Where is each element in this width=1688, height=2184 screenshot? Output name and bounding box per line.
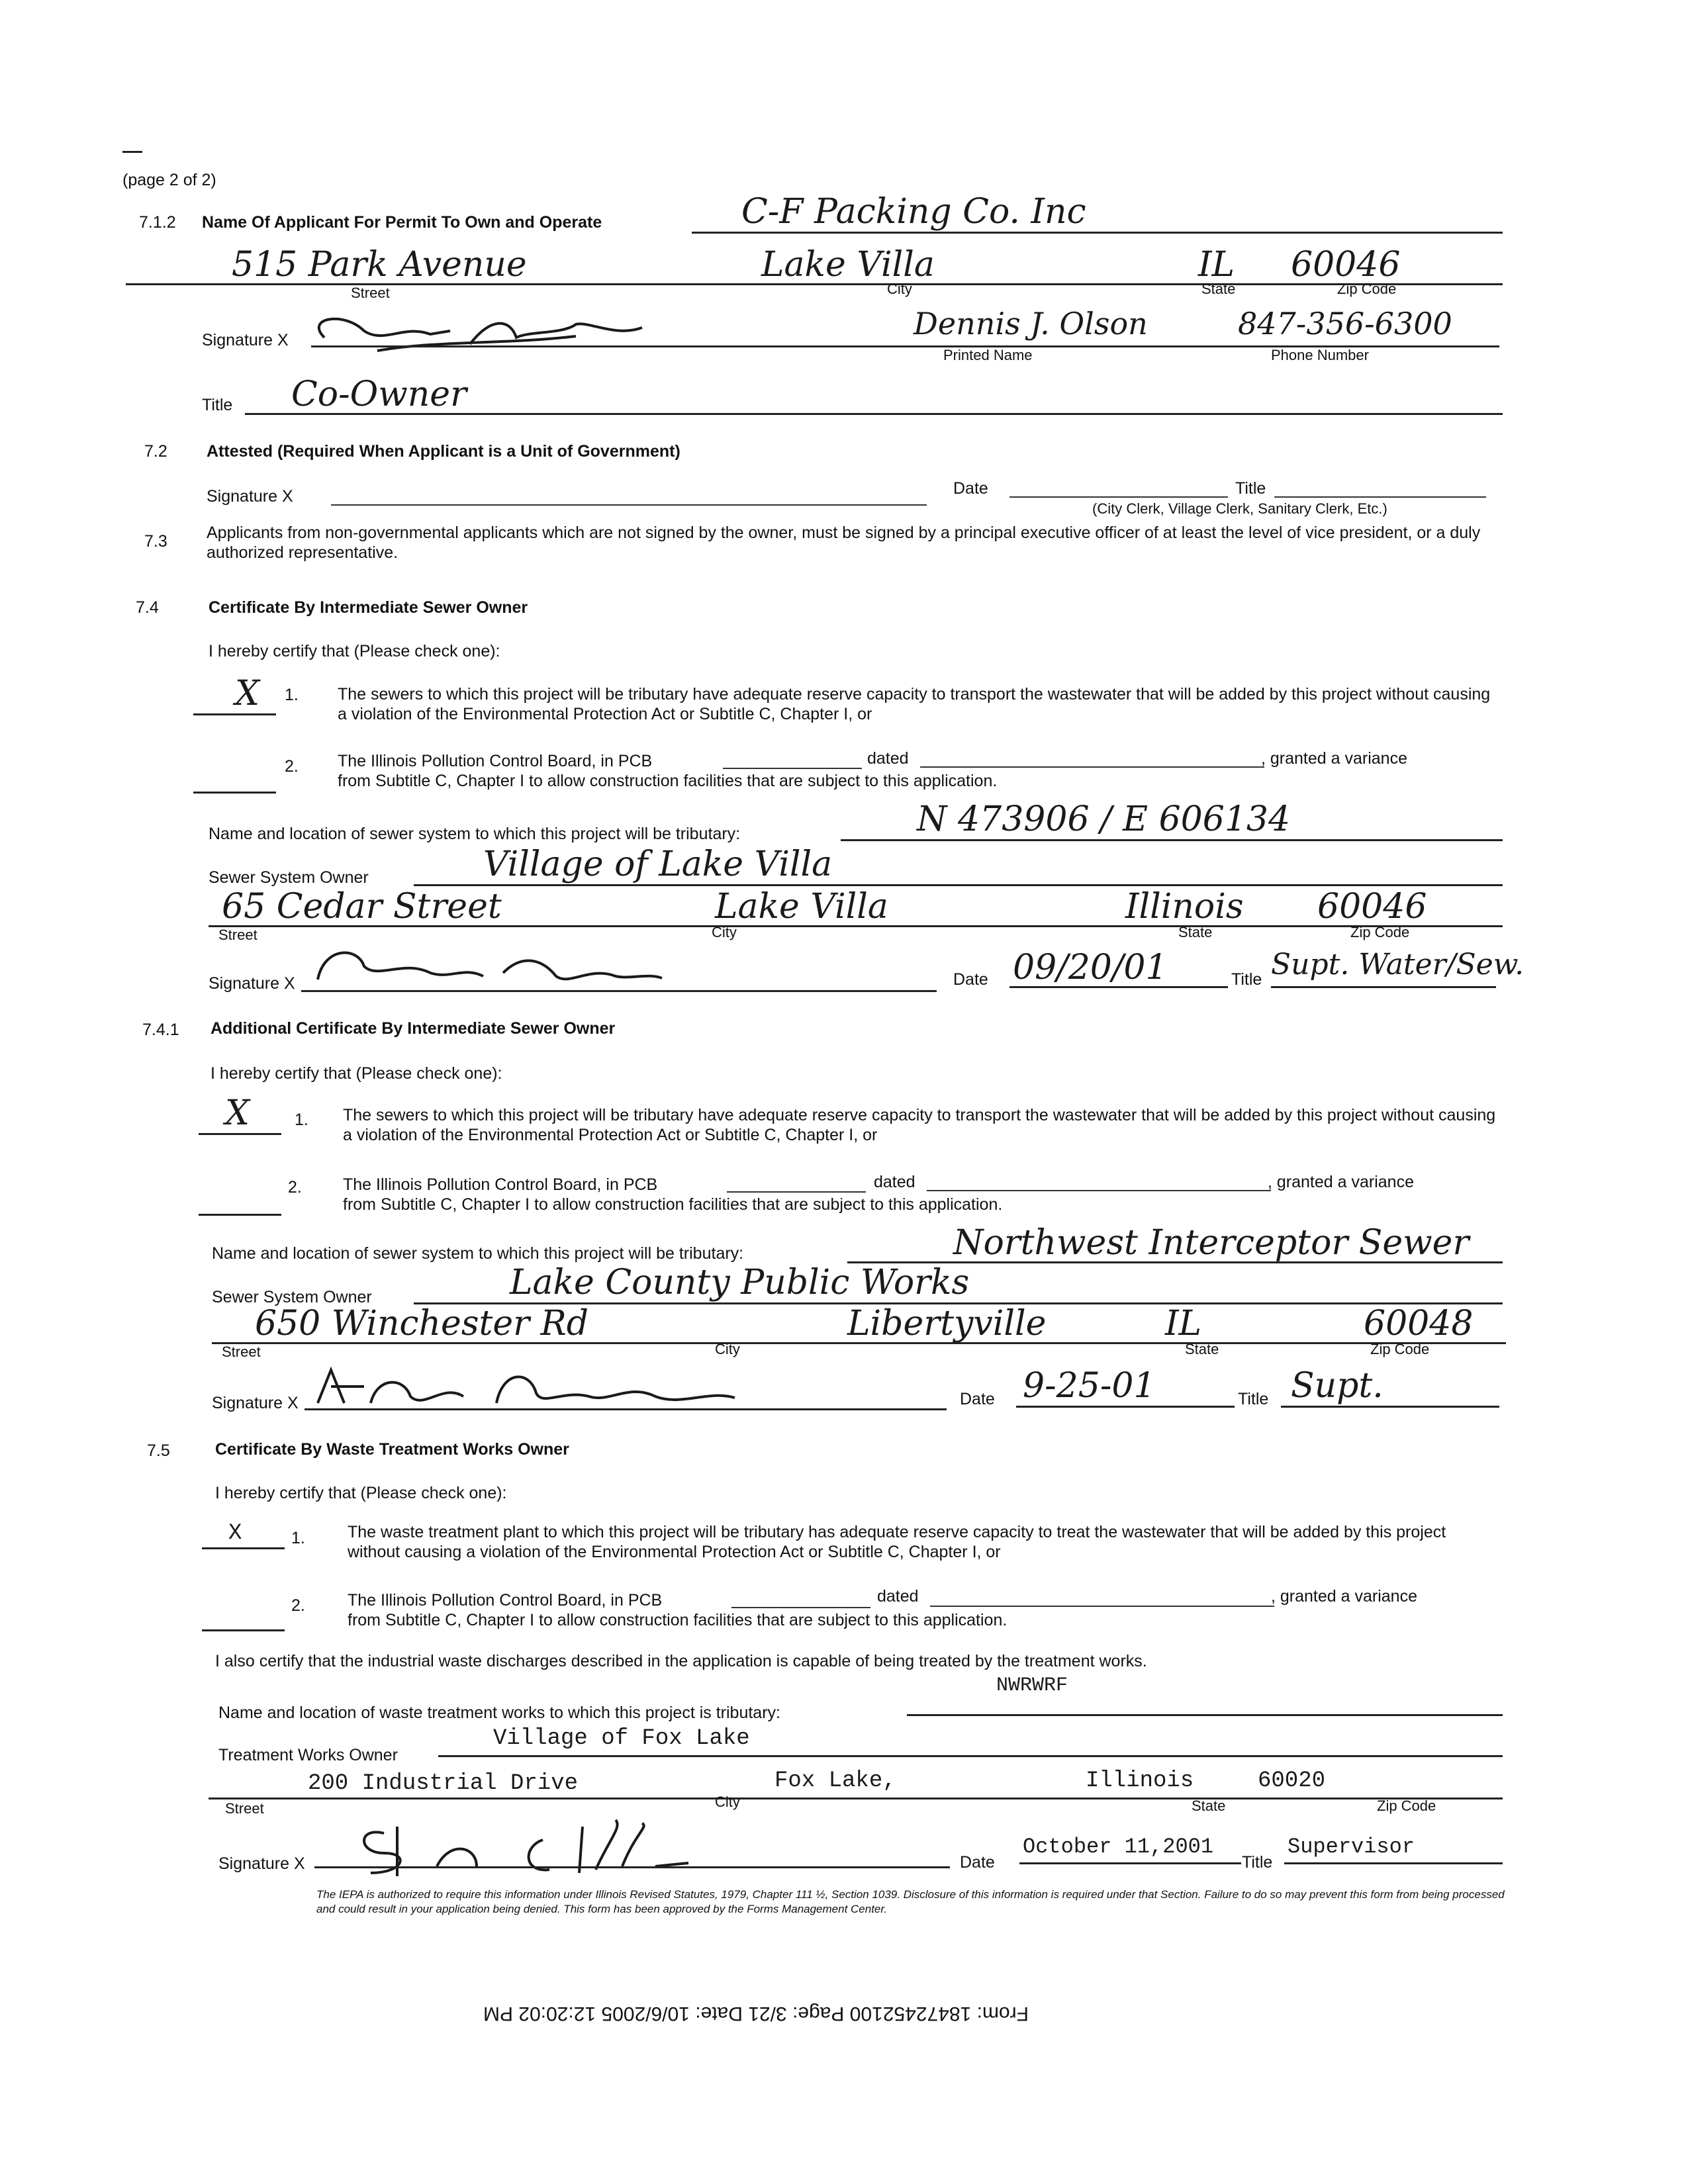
sewer-street-value-74: 65 Cedar Street bbox=[222, 887, 502, 927]
applicant-signature-label: Signature X bbox=[202, 331, 289, 349]
check-line-741-1 bbox=[199, 1133, 281, 1135]
check-line-74-2[interactable] bbox=[193, 792, 276, 794]
printed-name-value: Dennis J. Olson bbox=[914, 306, 1148, 341]
applicant-name-value: C-F Packing Co. Inc bbox=[741, 192, 1086, 232]
date-label-741: Date bbox=[960, 1390, 995, 1408]
treatment-location-line bbox=[907, 1714, 1503, 1716]
title-label-74: Title bbox=[1231, 970, 1262, 989]
treatment-location-label: Name and location of waste treatment works to which this project is tributary: bbox=[218, 1704, 780, 1722]
section-number-74: 7.4 bbox=[136, 598, 159, 617]
opt-text-75-1: The waste treatment plant to which this project will be tributary has adequate reserve capacity to treat the wastewater that will be added by this project without causing a violation of the Environmental Protection Act or Subtitle C, Chapter I, or bbox=[348, 1523, 1446, 1561]
opt2a-75: The Illinois Pollution Control Board, in PCB bbox=[348, 1591, 663, 1610]
sewer-city-value-741: Libertyville bbox=[847, 1304, 1047, 1343]
opt2-variance-74: , granted a variance bbox=[1261, 749, 1407, 768]
title-line-75 bbox=[1284, 1862, 1503, 1864]
zip-label-741: Zip Code bbox=[1370, 1341, 1430, 1357]
sewer-zip-value-74: 60046 bbox=[1317, 887, 1427, 927]
sewer-zip-value-741: 60048 bbox=[1364, 1304, 1474, 1343]
treatment-city-value: Fox Lake, bbox=[774, 1768, 896, 1794]
sewer-owner-label-741: Sewer System Owner bbox=[212, 1288, 372, 1306]
state-label: State bbox=[1201, 281, 1236, 297]
certify-75: I hereby certify that (Please check one): bbox=[215, 1484, 507, 1502]
fax-header: From: 18472452100 Page: 3/21 Date: 10/6/2005 12:20:02 PM bbox=[483, 2003, 1029, 2025]
attested-label: Attested (Required When Applicant is a Unit of Government) bbox=[207, 442, 680, 461]
date-label-75: Date bbox=[960, 1853, 995, 1872]
attested-signature-line bbox=[331, 504, 927, 506]
applicant-signature bbox=[298, 304, 827, 357]
attested-title-label: Title bbox=[1235, 479, 1266, 498]
treatment-zip-value: 60020 bbox=[1258, 1768, 1326, 1794]
applicant-zip-value: 60046 bbox=[1291, 245, 1401, 285]
signature-741 bbox=[311, 1357, 774, 1416]
opt-num-74-1: 1. bbox=[285, 686, 299, 704]
sewer-owner-value-74: Village of Lake Villa bbox=[483, 844, 833, 884]
city-label-74: City bbox=[712, 924, 737, 940]
dated-line-74 bbox=[920, 766, 1264, 768]
signature-line-74 bbox=[301, 990, 937, 992]
zip-label-74: Zip Code bbox=[1350, 924, 1410, 940]
sewer-address-line-741 bbox=[212, 1342, 1506, 1344]
city-label: City bbox=[887, 281, 912, 297]
section-number-72: 7.2 bbox=[144, 442, 167, 461]
check-line-75-2[interactable] bbox=[202, 1629, 285, 1631]
sewer-address-line-74 bbox=[209, 925, 1503, 927]
certificate-intermediate-label: Certificate By Intermediate Sewer Owner bbox=[209, 598, 528, 617]
check-line-74-1 bbox=[193, 713, 276, 715]
additional-certificate-label: Additional Certificate By Intermediate Sewer Owner bbox=[211, 1019, 616, 1038]
dated-line-741 bbox=[927, 1190, 1271, 1191]
section-number-712: 7.1.2 bbox=[139, 213, 176, 232]
signature-line-75 bbox=[314, 1866, 950, 1868]
non-governmental-note: Applicants from non-governmental applicants which are not signed by the owner, must be signed by a principal executive officer of at least the level of vice president, or a duly authorized representative. bbox=[207, 523, 1481, 562]
section-number-741: 7.4.1 bbox=[142, 1021, 179, 1039]
date-value-75: October 11,2001 bbox=[1023, 1835, 1214, 1859]
date-value-74: 09/20/01 bbox=[1013, 948, 1168, 987]
signature-label-74: Signature X bbox=[209, 974, 295, 993]
check-75-1[interactable]: X bbox=[228, 1521, 242, 1546]
opt2b-75: from Subtitle C, Chapter I to allow construction facilities that are subject to this application. bbox=[348, 1611, 1008, 1629]
treatment-street-value: 200 Industrial Drive bbox=[308, 1771, 579, 1796]
sewer-location-line-74 bbox=[841, 839, 1503, 841]
title-value-75: Supervisor bbox=[1288, 1835, 1415, 1859]
opt-text-741-1: The sewers to which this project will be tributary have adequate reserve capacity to transport the wastewater that will be added by this project without causing a violation of the Environmental Protection Act or Subtitle C, Chapter I, or bbox=[343, 1106, 1496, 1144]
sewer-state-value-74: Illinois bbox=[1125, 887, 1244, 927]
street-label-74: Street bbox=[218, 927, 258, 943]
title-value-74: Supt. Water/Sew. bbox=[1271, 948, 1524, 981]
opt-num-741-2: 2. bbox=[288, 1178, 302, 1197]
applicant-name-line bbox=[692, 232, 1503, 234]
date-value-741: 9-25-01 bbox=[1023, 1366, 1156, 1406]
dated-line-75 bbox=[930, 1606, 1274, 1607]
zip-label: Zip Code bbox=[1337, 281, 1397, 297]
city-label-75: City bbox=[715, 1794, 740, 1810]
pcb-line-74 bbox=[723, 768, 862, 769]
industrial-waste-certify: I also certify that the industrial waste discharges described in the application is capable of being treated by the treatment works. bbox=[215, 1652, 1147, 1670]
attested-date-line bbox=[1009, 496, 1228, 498]
page-marker: (page 2 of 2) bbox=[122, 171, 216, 189]
applicant-title-line bbox=[245, 413, 1503, 415]
date-line-741 bbox=[1016, 1406, 1235, 1408]
attested-title-note: (City Clerk, Village Clerk, Sanitary Clerk, Etc.) bbox=[1092, 500, 1387, 517]
sewer-location-value-741: Northwest Interceptor Sewer bbox=[953, 1223, 1470, 1263]
opt-num-74-2: 2. bbox=[285, 757, 299, 776]
zip-label-75: Zip Code bbox=[1377, 1797, 1436, 1814]
applicant-street-value: 515 Park Avenue bbox=[232, 245, 527, 285]
title-label-75: Title bbox=[1242, 1853, 1273, 1872]
opt2-variance-75: , granted a variance bbox=[1271, 1587, 1417, 1606]
printed-name-label: Printed Name bbox=[943, 347, 1033, 363]
check-line-75-1 bbox=[202, 1547, 285, 1549]
opt-num-741-1: 1. bbox=[295, 1111, 308, 1129]
title-label-741: Title bbox=[1238, 1390, 1269, 1408]
treatment-state-value: Illinois bbox=[1086, 1768, 1194, 1794]
opt2-variance-741: , granted a variance bbox=[1268, 1173, 1414, 1191]
opt2a-741: The Illinois Pollution Control Board, in PCB bbox=[343, 1175, 658, 1194]
title-line-74 bbox=[1271, 986, 1496, 988]
treatment-owner-value: Village of Fox Lake bbox=[493, 1726, 750, 1751]
check-741-1[interactable]: X bbox=[225, 1093, 250, 1133]
street-label: Street bbox=[351, 285, 390, 301]
check-74-1[interactable]: X bbox=[235, 674, 260, 713]
pcb-line-741 bbox=[727, 1191, 866, 1193]
street-label-741: Street bbox=[222, 1343, 261, 1360]
state-label-74: State bbox=[1178, 924, 1213, 940]
pcb-line-75 bbox=[731, 1607, 870, 1608]
sewer-location-value-74: N 473906 / E 606134 bbox=[917, 799, 1291, 839]
applicant-title-label: Title bbox=[202, 396, 233, 414]
treatment-location-value: NWRWRF bbox=[996, 1674, 1068, 1697]
signature-label-741: Signature X bbox=[212, 1394, 299, 1412]
certify-741: I hereby certify that (Please check one): bbox=[211, 1064, 502, 1083]
sewer-state-value-741: IL bbox=[1165, 1304, 1202, 1343]
opt-num-75-1: 1. bbox=[291, 1529, 305, 1547]
signature-label-75: Signature X bbox=[218, 1854, 305, 1873]
attested-title-line bbox=[1274, 496, 1486, 498]
attested-signature-label: Signature X bbox=[207, 487, 293, 506]
treatment-owner-label: Treatment Works Owner bbox=[218, 1746, 398, 1764]
attested-date-label: Date bbox=[953, 479, 988, 498]
applicant-state-value: IL bbox=[1198, 245, 1235, 285]
date-label-74: Date bbox=[953, 970, 988, 989]
waste-treatment-certificate-label: Certificate By Waste Treatment Works Owner bbox=[215, 1440, 569, 1459]
applicant-city-value: Lake Villa bbox=[761, 245, 935, 285]
signature-line-741 bbox=[305, 1408, 947, 1410]
phone-number-label: Phone Number bbox=[1271, 347, 1369, 363]
opt2b-741: from Subtitle C, Chapter I to allow construction facilities that are subject to this application. bbox=[343, 1195, 1003, 1214]
iepa-footnote: The IEPA is authorized to require this information under Illinois Revised Statutes, 1979, Chapter 111 ½, Section 1039. Disclosure of this information is required under that Section. Failure to do so may prevent this form from being processed and could result in your application being denied. This form has been approved by the Forms Management Center. bbox=[316, 1888, 1505, 1915]
sewer-owner-label-74: Sewer System Owner bbox=[209, 868, 369, 887]
sewer-owner-value-741: Lake County Public Works bbox=[510, 1263, 970, 1302]
opt2b-74: from Subtitle C, Chapter I to allow construction facilities that are subject to this application. bbox=[338, 772, 998, 790]
section-number-75: 7.5 bbox=[147, 1441, 170, 1460]
corner-mark bbox=[122, 151, 142, 153]
sewer-owner-line-74 bbox=[414, 884, 1503, 886]
date-line-74 bbox=[1009, 986, 1228, 988]
treatment-address-line bbox=[209, 1797, 1503, 1799]
applicant-title-value: Co-Owner bbox=[291, 375, 467, 414]
sewer-city-value-74: Lake Villa bbox=[715, 887, 888, 927]
opt2-dated-75: dated bbox=[877, 1587, 919, 1606]
city-label-741: City bbox=[715, 1341, 740, 1357]
opt2a-74: The Illinois Pollution Control Board, in PCB bbox=[338, 752, 653, 770]
signature-75 bbox=[344, 1813, 715, 1880]
street-label-75: Street bbox=[225, 1800, 264, 1817]
treatment-owner-line bbox=[438, 1755, 1503, 1757]
opt-num-75-2: 2. bbox=[291, 1596, 305, 1615]
check-line-741-2[interactable] bbox=[199, 1214, 281, 1216]
opt2-dated-741: dated bbox=[874, 1173, 915, 1191]
title-value-741: Supt. bbox=[1291, 1366, 1383, 1406]
state-label-741: State bbox=[1185, 1341, 1219, 1357]
section-number-73: 7.3 bbox=[144, 532, 167, 551]
opt2-dated-74: dated bbox=[867, 749, 909, 768]
sewer-location-label-741: Name and location of sewer system to which this project will be tributary: bbox=[212, 1244, 744, 1263]
opt-text-74-1: The sewers to which this project will be tributary have adequate reserve capacity to transport the wastewater that will be added by this project without causing a violation of the Environmental Protection Act or Subtitle C, Chapter I, or bbox=[338, 685, 1491, 723]
applicant-name-label: Name Of Applicant For Permit To Own and Operate bbox=[202, 213, 602, 232]
state-label-75: State bbox=[1192, 1797, 1226, 1814]
phone-value: 847-356-6300 bbox=[1238, 306, 1452, 341]
sewer-street-value-741: 650 Winchester Rd bbox=[255, 1304, 589, 1343]
date-line-75 bbox=[1019, 1862, 1241, 1864]
sewer-location-label-74: Name and location of sewer system to which this project will be tributary: bbox=[209, 825, 741, 843]
applicant-address-line bbox=[126, 283, 1503, 285]
certify-74: I hereby certify that (Please check one): bbox=[209, 642, 500, 660]
title-line-741 bbox=[1281, 1406, 1499, 1408]
